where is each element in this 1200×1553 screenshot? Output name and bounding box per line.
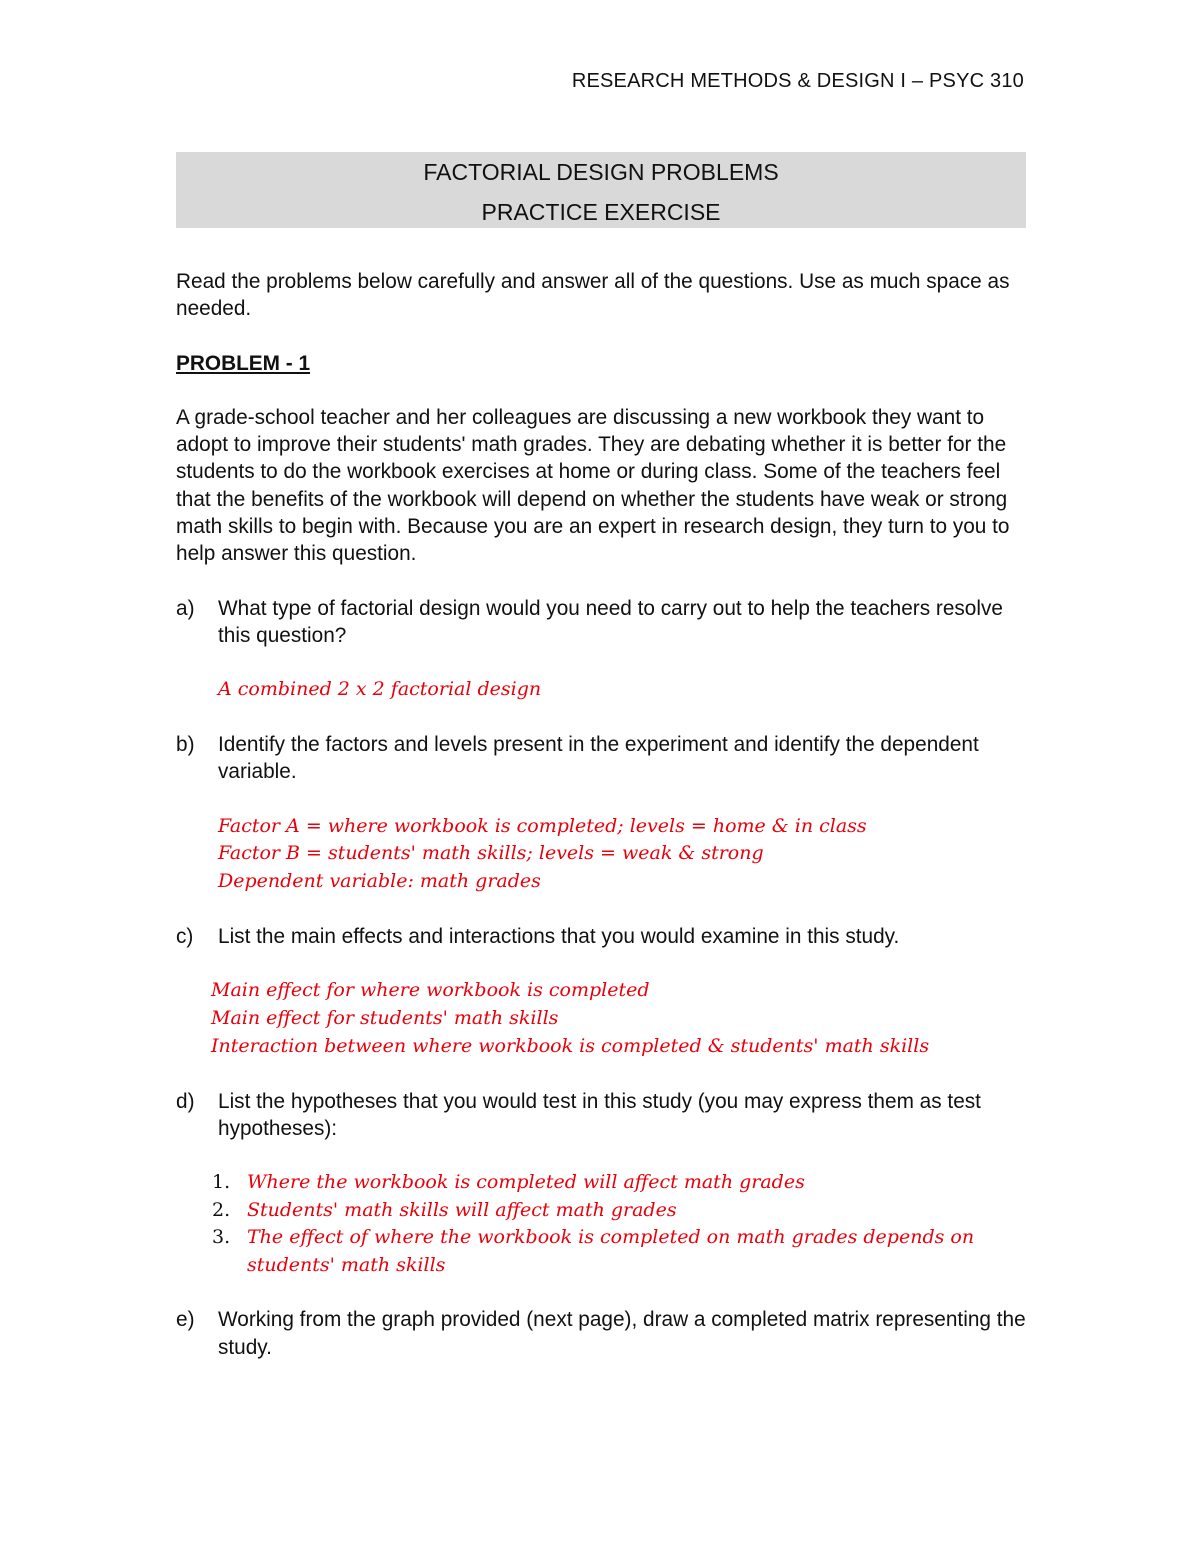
problem-scenario: A grade-school teacher and her colleagues are discussing a new workbook they want to adopt to improve their students' math grades. They are debating whether it is better for the students to do the workbook exercises at home or during class. Some of the teachers feel that the benefits of the workbook will depend on whether the students have weak or strong math skills to begin with. Because you are an expert in research design, they turn to you to help answer this question. (176, 405, 1010, 566)
answer-line: Factor A = where workbook is completed; levels = home & in class (218, 814, 867, 837)
question-b (176, 731, 1026, 786)
problem-heading: PROBLEM - 1 (176, 351, 311, 375)
question-d (176, 1088, 1026, 1143)
answer-line: Dependent variable: math grades (218, 870, 541, 893)
list-item (212, 1169, 1026, 1197)
list-number: 3. (212, 1226, 231, 1249)
document-subtitle: PRACTICE EXERCISE (481, 199, 721, 225)
hypothesis-text: Where the workbook is completed will affect math grades (247, 1171, 805, 1194)
question-letter: a) (176, 596, 195, 620)
question-letter: c) (176, 925, 194, 949)
answer-line: Interaction between where workbook is completed & students' math skills (211, 1034, 930, 1057)
list-number: 1. (212, 1171, 231, 1194)
question-e (176, 1306, 1026, 1361)
answer-line: Factor B = students' math skills; levels = weak & strong (218, 842, 764, 865)
question-text: List the main effects and interactions that you would examine in this study. (218, 925, 900, 949)
instructions: Read the problems below carefully and answer all of the questions. Use as much space as needed. (176, 270, 1010, 321)
answer-line: A combined 2 x 2 factorial design (218, 678, 542, 701)
question-text: Identify the factors and levels present in the experiment and identify the dependent variable. (218, 733, 979, 784)
course-header: RESEARCH METHODS & DESIGN I – PSYC 310 (571, 70, 1024, 92)
list-item (212, 1197, 1026, 1225)
answer-line: Main effect for where workbook is completed (211, 979, 650, 1002)
question-letter: d) (176, 1089, 195, 1113)
answer-b (218, 813, 1026, 896)
question-letter: e) (176, 1308, 195, 1332)
hypotheses-list (212, 1169, 1026, 1279)
list-item (212, 1224, 1026, 1279)
list-number: 2. (212, 1198, 231, 1221)
question-text: What type of factorial design would you need to carry out to help the teachers resolve this question? (218, 596, 1003, 647)
answer-line: Main effect for students' math skills (211, 1007, 559, 1030)
question-text: Working from the graph provided (next page), draw a completed matrix representing the study. (218, 1308, 1026, 1359)
question-text: List the hypotheses that you would test in this study (you may express them as test hypotheses): (218, 1089, 981, 1141)
hypothesis-text: Students' math skills will affect math grades (247, 1198, 677, 1221)
hypothesis-text: The effect of where the workbook is completed on math grades depends on students' math skills (247, 1226, 975, 1276)
answer-c (211, 977, 1026, 1060)
document-title: FACTORIAL DESIGN PROBLEMS (423, 159, 779, 185)
question-letter: b) (176, 733, 195, 757)
document-body (176, 268, 1026, 1388)
question-a (176, 595, 1026, 650)
question-c (176, 923, 1026, 950)
answer-a (218, 676, 1026, 704)
title-box (176, 152, 1026, 228)
